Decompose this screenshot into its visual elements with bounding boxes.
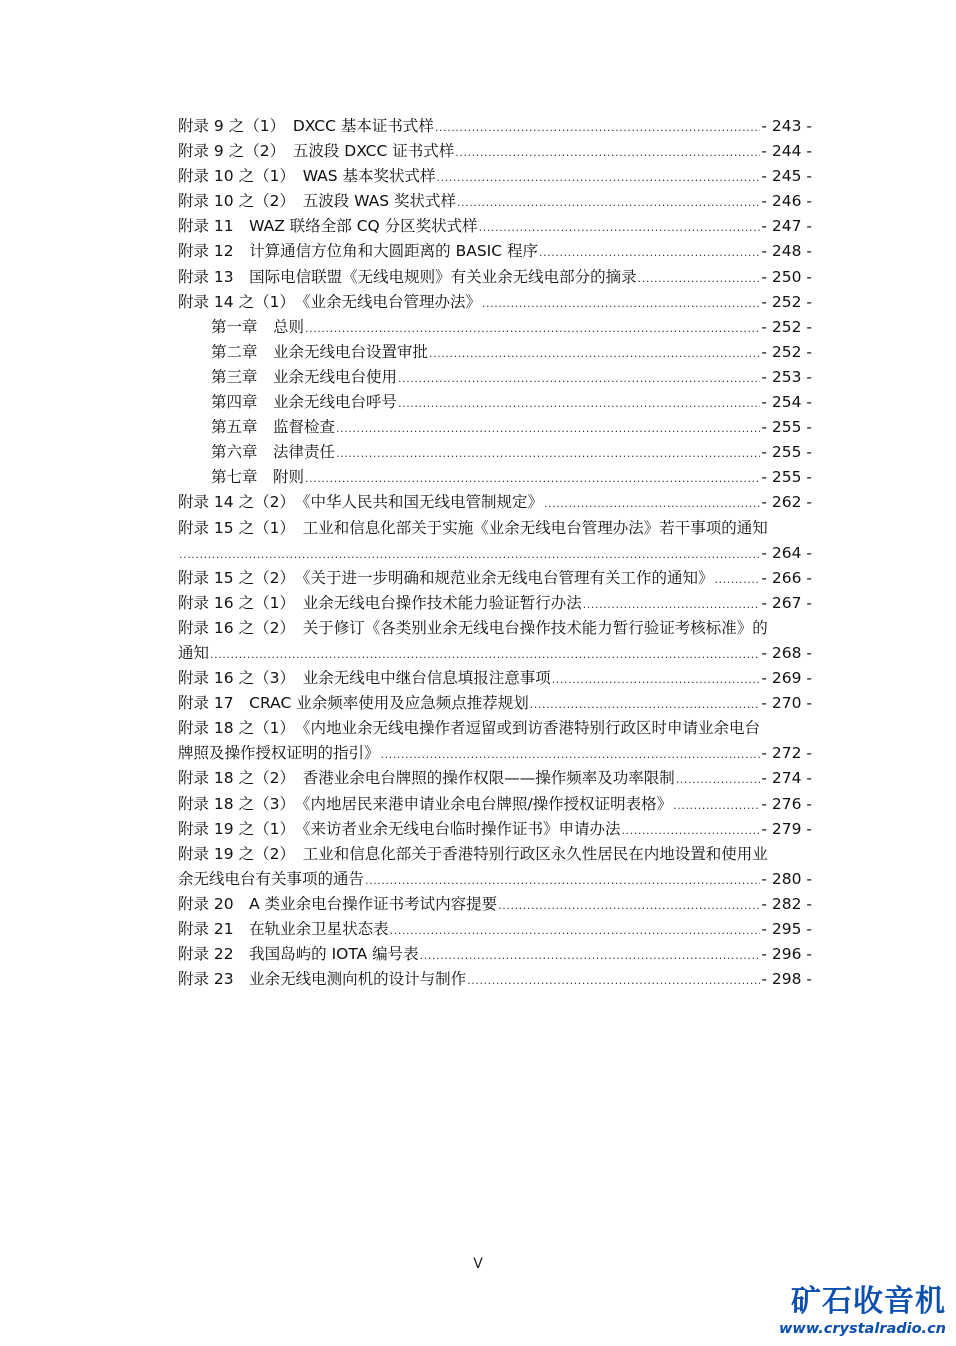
toc-entry-page: - 252 - (761, 292, 812, 311)
dot-leader (530, 692, 761, 717)
toc-entry[interactable] (178, 440, 812, 465)
toc-entry-page: - 248 - (761, 242, 812, 261)
toc-entry-row (178, 239, 812, 264)
toc-entry-row (178, 541, 812, 566)
dot-leader (482, 291, 760, 316)
watermark-url: www.crystalradio.cn (779, 1321, 946, 1337)
toc-entry[interactable] (178, 942, 812, 967)
toc-entry-page: - 280 - (761, 869, 812, 888)
toc-entry[interactable] (178, 917, 812, 942)
toc-entry-label: 附录 10 之（2） 五波段 WAS 奖状式样 (178, 192, 456, 211)
toc-entry-label: 附录 13 国际电信联盟《无线电规则》有关业余无线电部分的摘录 (178, 267, 637, 286)
dot-leader (583, 592, 761, 617)
toc-entry-page: - 245 - (761, 167, 812, 186)
toc-entry-row (178, 465, 812, 490)
toc-entry[interactable] (178, 465, 812, 490)
toc-entry[interactable] (178, 691, 812, 716)
dot-leader (552, 667, 761, 692)
toc-entry-page: - 295 - (761, 920, 812, 938)
toc-entry-title-line: 附录 18 之（1） 《内地业余无线电操作者逗留或到访香港特别行政区时申请业余电台 (178, 719, 760, 738)
dot-leader (179, 542, 760, 567)
watermark-title: 矿石收音机 (791, 1284, 946, 1319)
toc-entry-page: - 243 - (761, 117, 812, 135)
toc-entry-row (178, 967, 812, 992)
toc-entry-row (178, 792, 812, 817)
toc-entry-row (178, 641, 812, 666)
toc-entry-label: 附录 17 CRAC 业余频率使用及应急频点推荐规划 (178, 694, 529, 713)
toc-entry[interactable] (178, 214, 812, 239)
toc-entry-row (178, 817, 812, 842)
dot-leader (305, 316, 760, 341)
toc-entry-page: - 269 - (761, 669, 812, 688)
toc-entry-page: - 246 - (761, 192, 812, 211)
toc-entry-row (178, 766, 812, 791)
toc-entry-label: 附录 12 计算通信方位角和大圆距离的 BASIC 程序 (178, 242, 538, 261)
dot-leader (467, 968, 760, 993)
toc-entry-row (178, 365, 812, 390)
toc-entry-page: - 255 - (761, 443, 812, 462)
toc-entry-page: - 296 - (761, 945, 812, 964)
toc-entry-label: 附录 14 之（2） 《中华人民共和国无线电管制规定》 (178, 493, 543, 512)
toc-entry-label: 第六章 法律责任 (211, 443, 336, 462)
toc-entry[interactable] (178, 290, 812, 315)
dot-leader (638, 266, 761, 291)
toc-entry[interactable] (178, 716, 812, 766)
dot-leader (429, 341, 760, 366)
toc-entry-title-line: 附录 16 之（2） 关于修订《各类别业余无线电台操作技术能力暂行验证考核标准》的 (178, 618, 768, 637)
toc-entry[interactable] (178, 967, 812, 992)
toc-entry-row (178, 741, 812, 766)
dot-leader (305, 466, 760, 491)
toc-entry-row (178, 691, 812, 716)
dot-leader (390, 918, 761, 943)
toc-entry-label: 第五章 监督检查 (211, 418, 336, 437)
toc-entry-page: - 250 - (761, 267, 812, 286)
dot-leader (714, 567, 760, 592)
page-number: V (473, 1256, 483, 1272)
toc-entry-label: 附录 21 在轨业余卫星状态表 (178, 920, 389, 938)
dot-leader (365, 868, 760, 893)
dot-leader (336, 441, 760, 466)
toc-entry-label: 附录 11 WAZ 联络全部 CQ 分区奖状式样 (178, 217, 478, 236)
toc-entry-label: 第三章 业余无线电台使用 (211, 367, 398, 386)
dot-leader (479, 215, 761, 240)
toc-entry-row (178, 164, 812, 189)
toc-entry-row (178, 440, 812, 465)
toc-entry-page: - 272 - (761, 744, 812, 763)
toc-entry[interactable] (178, 566, 812, 591)
toc-entry-row (178, 214, 812, 239)
toc-entry-page: - 267 - (761, 593, 812, 612)
toc-entry-page: - 276 - (761, 794, 812, 813)
toc-entry-row (178, 139, 812, 164)
dot-leader (544, 491, 760, 516)
toc-entry-row (178, 315, 812, 340)
toc-entry[interactable] (178, 666, 812, 691)
toc-entry-label: 附录 14 之（1） 《业余无线电台管理办法》 (178, 292, 481, 311)
dot-leader (539, 240, 760, 265)
toc-entry-page: - 282 - (761, 894, 812, 913)
toc-entry-label: 附录 22 我国岛屿的 IOTA 编号表 (178, 945, 419, 964)
dot-leader (210, 642, 760, 667)
dot-leader (435, 115, 761, 140)
toc-entry-page: - 270 - (761, 694, 812, 713)
toc-entry-label: 附录 9 之（2） 五波段 DXCC 证书式样 (178, 142, 455, 161)
toc-entry-page: - 274 - (761, 769, 812, 788)
toc-entry[interactable] (178, 114, 812, 139)
toc-entry-title-line: 附录 15 之（1） 工业和信息化部关于实施《业余无线电台管理办法》若干事项的通知 (178, 518, 768, 537)
toc-entry-row (178, 942, 812, 967)
toc-entry-label: 附录 15 之（2） 《关于进一步明确和规范业余无线电台管理有关工作的通知》 (178, 568, 714, 587)
toc-entry[interactable] (178, 842, 812, 892)
dot-leader (676, 767, 761, 792)
toc-entry-row (178, 114, 812, 139)
toc-entry[interactable] (178, 139, 812, 164)
dot-leader (398, 391, 760, 416)
toc-entry-page: - 255 - (761, 418, 812, 437)
toc-entry-label: 通知 (178, 643, 210, 662)
toc-entry[interactable] (178, 164, 812, 189)
toc-entry-page: - 254 - (761, 393, 812, 412)
toc-entry-page: - 279 - (761, 819, 812, 838)
toc-entry-row (178, 265, 812, 290)
toc-entry-page: - 264 - (761, 543, 812, 562)
toc-entry[interactable] (178, 340, 812, 365)
toc-entry[interactable] (178, 792, 812, 817)
toc-entry[interactable] (178, 315, 812, 340)
dot-leader (455, 140, 760, 165)
toc-entry[interactable] (178, 390, 812, 415)
toc-entry-label: 附录 18 之（3） 《内地居民来港申请业余电台牌照/操作授权证明表格》 (178, 794, 673, 813)
toc-entry-title-line: 附录 19 之（2） 工业和信息化部关于香港特别行政区永久性居民在内地设置和使用业 (178, 844, 768, 863)
table-of-contents (178, 114, 812, 992)
toc-entry[interactable] (178, 490, 812, 515)
toc-entry-label: 牌照及操作授权证明的指引》 (178, 744, 380, 763)
toc-entry-row (178, 867, 812, 892)
toc-entry-page: - 247 - (761, 217, 812, 236)
toc-entry-label: 附录 19 之（1） 《来访者业余无线电台临时操作证书》申请办法 (178, 819, 621, 838)
toc-entry-row (178, 340, 812, 365)
toc-entry-page: - 244 - (761, 142, 812, 161)
toc-entry-page: - 253 - (761, 367, 812, 386)
toc-entry-label: 附录 23 业余无线电测向机的设计与制作 (178, 970, 467, 989)
dot-leader (437, 165, 761, 190)
watermark-logo (776, 1285, 946, 1339)
toc-entry-label: 第七章 附则 (211, 468, 305, 487)
toc-entry-label: 第二章 业余无线电台设置审批 (211, 342, 429, 361)
toc-entry[interactable] (178, 415, 812, 440)
dot-leader (621, 818, 760, 843)
dot-leader (381, 742, 761, 767)
toc-entry-label: 附录 10 之（1） WAS 基本奖状式样 (178, 167, 436, 186)
dot-leader (398, 366, 760, 391)
toc-entry-page: - 252 - (761, 342, 812, 361)
toc-entry-row (178, 566, 812, 591)
toc-entry[interactable] (178, 817, 812, 842)
toc-entry-row (178, 290, 812, 315)
toc-entry-row (178, 917, 812, 942)
toc-entry-label: 附录 18 之（2） 香港业余电台牌照的操作权限——操作频率及功率限制 (178, 769, 675, 788)
toc-entry-label: 余无线电台有关事项的通告 (178, 869, 365, 888)
toc-entry[interactable] (178, 189, 812, 214)
toc-entry[interactable] (178, 591, 812, 616)
toc-entry[interactable] (178, 239, 812, 264)
toc-entry-row (178, 490, 812, 515)
toc-entry-page: - 255 - (761, 468, 812, 487)
dot-leader (498, 893, 760, 918)
toc-entry-page: - 266 - (761, 568, 812, 587)
toc-entry-row (178, 666, 812, 691)
toc-entry-row (178, 892, 812, 917)
toc-entry-label: 附录 16 之（3） 业余无线电中继台信息填报注意事项 (178, 669, 551, 688)
dot-leader (336, 416, 760, 441)
toc-entry[interactable] (178, 365, 812, 390)
toc-entry-label: 附录 20 A 类业余电台操作证书考试内容提要 (178, 894, 498, 913)
toc-entry[interactable] (178, 265, 812, 290)
dot-leader (457, 190, 760, 215)
toc-entry-label: 附录 16 之（1） 业余无线电台操作技术能力验证暂行办法 (178, 593, 582, 612)
toc-entry-label: 第一章 总则 (211, 317, 305, 336)
toc-entry[interactable] (178, 516, 812, 566)
toc-entry-label: 第四章 业余无线电台呼号 (211, 393, 398, 412)
toc-entry-page: - 268 - (761, 643, 812, 662)
dot-leader (673, 793, 760, 818)
dot-leader (420, 943, 761, 968)
toc-entry-page: - 252 - (761, 317, 812, 336)
toc-entry[interactable] (178, 892, 812, 917)
toc-entry-row (178, 390, 812, 415)
toc-entry[interactable] (178, 766, 812, 791)
toc-entry-row (178, 415, 812, 440)
toc-entry-label: 附录 9 之（1） DXCC 基本证书式样 (178, 117, 434, 135)
toc-entry-row (178, 189, 812, 214)
toc-entry-page: - 262 - (761, 493, 812, 512)
toc-entry-page: - 298 - (761, 970, 812, 989)
toc-entry[interactable] (178, 616, 812, 666)
toc-entry-row (178, 591, 812, 616)
